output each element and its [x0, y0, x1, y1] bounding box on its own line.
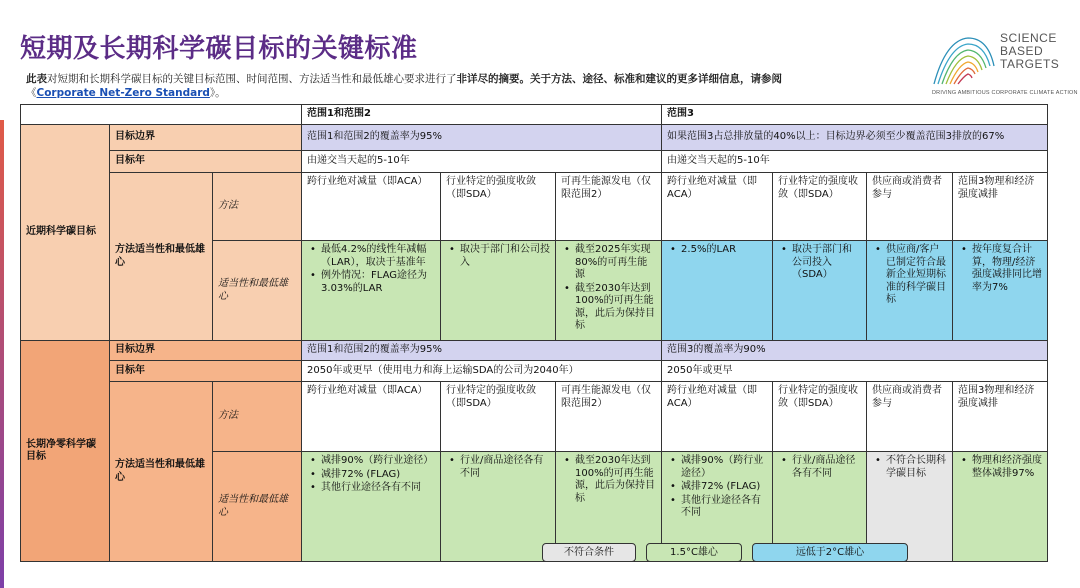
- long-approp-aca-s12: [302, 452, 441, 562]
- page-title: 短期及长期科学碳目标的关键标准: [20, 34, 418, 64]
- intro-bold-2: 非详尽的摘要。关于方法、途径、标准和建议的更多详细信息，请参阅: [456, 73, 782, 85]
- intro-bold-1: 此表: [26, 73, 47, 85]
- near-method-aca-s3: 跨行业绝对减量（即ACA）: [662, 173, 773, 241]
- long-method-aca-s12: 跨行业绝对减量（即ACA）: [302, 382, 441, 452]
- near-boundary-row: [21, 125, 1048, 151]
- header-corner: [21, 105, 302, 125]
- near-method-row: [21, 173, 1048, 241]
- near-approp-re: [556, 241, 662, 341]
- long-method-sda-s3: 行业特定的强度收敛（即SDA）: [773, 382, 867, 452]
- table-header-row: [21, 105, 1048, 125]
- long-boundary-s12: 范围1和范围2的覆盖率为95%: [302, 341, 662, 361]
- long-approp-sda-s12: [441, 452, 556, 562]
- logo-line-1: SCIENCE: [1000, 31, 1057, 45]
- long-method-engagement: 供应商或消费者参与: [867, 382, 953, 452]
- long-boundary-s3: 范围3的覆盖率为90%: [662, 341, 1048, 361]
- long-year-s3: 2050年或更早: [662, 361, 1048, 382]
- long-year-s12: 2050年或更早（使用电力和海上运输SDA的公司为2040年）: [302, 361, 662, 382]
- list-item: • 截至2025年实现80%的可再生能源: [561, 244, 656, 282]
- list-item: • 2.5%的LAR: [667, 244, 767, 257]
- list-item: • 截至2030年达到100%的可再生能源，此后为保持目标: [561, 455, 656, 505]
- near-method-label: 方法: [213, 173, 302, 241]
- near-approp-aca-s12: [302, 241, 441, 341]
- logo-line-3: TARGETS: [1000, 57, 1060, 71]
- logo-tagline: DRIVING AMBITIOUS CORPORATE CLIMATE ACTION: [932, 90, 1078, 96]
- header-scope3: 范围3: [662, 105, 1048, 125]
- long-section-label: 长期净零科学碳目标: [21, 341, 110, 562]
- near-method-sda-s3: 行业特定的强度收敛（即SDA）: [773, 173, 867, 241]
- near-year-s12: 由递交当天起的5-10年: [302, 151, 662, 173]
- near-approp-engagement: [867, 241, 953, 341]
- near-year-row: [21, 151, 1048, 173]
- list-item: • 最低4.2%的线性年减幅（LAR），取决于基准年: [307, 244, 435, 269]
- list-item: • 取决于部门和公司投入: [446, 244, 550, 269]
- near-section-label: 近期科学碳目标: [21, 125, 110, 341]
- long-approp-sublabel: 适当性和最低雄心: [213, 452, 302, 562]
- legend-1-5c: 1.5°C雄心: [646, 543, 742, 562]
- near-approp-sda-s3: [773, 241, 867, 341]
- header-scope12: 范围1和范围2: [302, 105, 662, 125]
- long-method-aca-s3: 跨行业绝对减量（即ACA）: [662, 382, 773, 452]
- near-method-engagement: 供应商或消费者参与: [867, 173, 953, 241]
- list-item: • 供应商/客户已制定符合最新企业短期标准的科学碳目标: [872, 244, 947, 307]
- legend-below-2c: 远低于2°C雄心: [752, 543, 908, 562]
- near-approp-label: 方法适当性和最低雄心: [110, 173, 213, 341]
- list-item: • 减排90%（跨行业途径）: [307, 455, 435, 468]
- near-method-aca-s12: 跨行业绝对减量（即ACA）: [302, 173, 441, 241]
- list-item: • 减排90%（跨行业途径）: [667, 455, 767, 480]
- long-year-label: 目标年: [110, 361, 302, 382]
- near-approp-sublabel: 适当性和最低雄心: [213, 241, 302, 341]
- logo-line-2: BASED: [1000, 44, 1044, 58]
- long-boundary-row: [21, 341, 1048, 361]
- long-method-re: 可再生能源发电（仅限范围2）: [556, 382, 662, 452]
- long-method-row: [21, 382, 1048, 452]
- list-item: • 减排72% (FLAG): [307, 469, 435, 482]
- near-year-label: 目标年: [110, 151, 302, 173]
- criteria-table: [20, 104, 1048, 562]
- list-item: • 例外情况：FLAG途径为3.03%的LAR: [307, 270, 435, 295]
- legend-noncompliant: 不符合条件: [542, 543, 636, 562]
- long-method-label: 方法: [213, 382, 302, 452]
- intro-link-close: 》。: [209, 87, 226, 99]
- near-boundary-s12: 范围1和范围2的覆盖率为95%: [302, 125, 662, 151]
- list-item: • 物理和经济强度整体减排97%: [958, 455, 1042, 480]
- near-approp-sda-s12: [441, 241, 556, 341]
- list-item: • 减排72% (FLAG): [667, 481, 767, 494]
- list-item: • 行业/商品途径各有不同: [446, 455, 550, 480]
- logo-wordmark: [1000, 32, 1059, 71]
- list-item: • 其他行业途径各有不同: [667, 495, 767, 520]
- long-approp-intensity: [953, 452, 1048, 562]
- list-item: • 取决于部门和公司投入（SDA）: [778, 244, 861, 282]
- long-method-intensity: 范围3物理和经济强度减排: [953, 382, 1048, 452]
- near-boundary-label: 目标边界: [110, 125, 302, 151]
- near-method-sda-s12: 行业特定的强度收敛（即SDA）: [441, 173, 556, 241]
- near-approp-aca-s3: [662, 241, 773, 341]
- long-year-row: [21, 361, 1048, 382]
- intro-paragraph: [26, 72, 906, 100]
- list-item: • 不符合长期科学碳目标: [872, 455, 947, 480]
- long-method-sda-s12: 行业特定的强度收敛（即SDA）: [441, 382, 556, 452]
- long-approp-label: 方法适当性和最低雄心: [110, 382, 213, 562]
- list-item: • 按年度复合计算，物理/经济强度减排同比增率为7%: [958, 244, 1042, 294]
- near-boundary-s3: 如果范围3占总排放量的40%以上：目标边界必须至少覆盖范围3排放的67%: [662, 125, 1048, 151]
- near-year-s3: 由递交当天起的5-10年: [662, 151, 1048, 173]
- near-method-intensity: 范围3物理和经济强度减排: [953, 173, 1048, 241]
- list-item: • 其他行业途径各有不同: [307, 482, 435, 495]
- intro-text-1: 对短期和长期科学碳目标的关键目标范围、时间范围、方法适当性和最低雄心要求进行了: [47, 73, 457, 85]
- near-approp-intensity: [953, 241, 1048, 341]
- near-method-re: 可再生能源发电（仅限范围2）: [556, 173, 662, 241]
- accent-bar: [0, 120, 4, 588]
- list-item: • 截至2030年达到100%的可再生能源，此后为保持目标: [561, 283, 656, 333]
- long-boundary-label: 目标边界: [110, 341, 302, 361]
- list-item: • 行业/商品途径各有不同: [778, 455, 861, 480]
- standard-link[interactable]: Corporate Net-Zero Standard: [36, 87, 210, 99]
- intro-link-open: 《: [26, 87, 37, 99]
